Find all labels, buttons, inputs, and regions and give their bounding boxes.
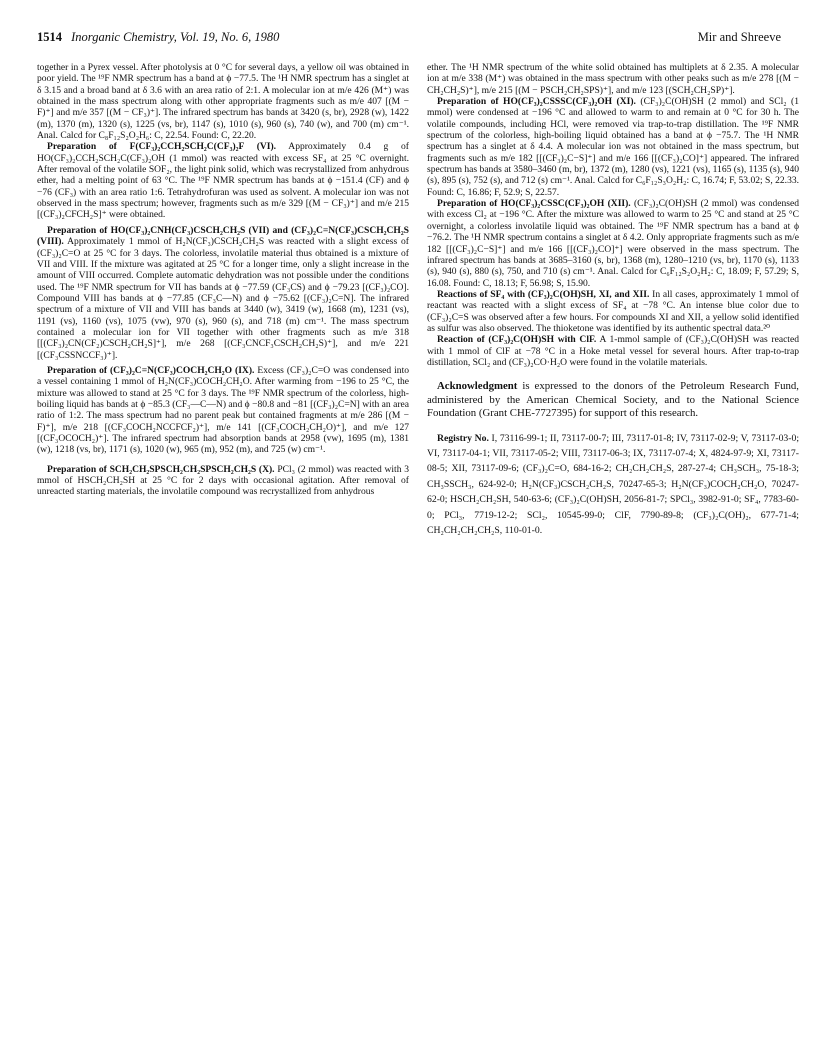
section-title: Preparation of HO(CF₃)₂CNH(CF₃)CSCH₂CH₂S (VII) and (CF₃)₂C=N(CF₃)CSCH₂CH₂S (VIII).	[37, 224, 409, 248]
section-title: Preparation of HO(CF₃)₂CSSSC(CF₃)₂OH (XI).	[437, 96, 636, 108]
paragraph-text: Approximately 1 mmol of H₂N(CF₃)CSCH₂CH₂S was reacted with a slight excess of (CF₃)₂C=O at 25 °C for 3 days. The colorless, involatile material thus obtained is a mixture of VII and VIII. If the mixture was agitated at 25 °C for a longer time, only a slight increase in the amount of VIII occurred. Complete automatic dehydration was not possible under the conditions used. The ¹⁹F NMR spectrum for VII has bands at ϕ −77.59 (CF₃CS) and ϕ −79.23 [(CF₃)₂CO]. Compound VIII has bands at ϕ −77.85 (CF₃C—N) and ϕ −75.62 [(CF₃)₂C=N]. The infrared spectrum of a mixture of VII and VIII has bands at 3440 (w), 3419 (w), 1668 (m), 1231 (vs), 1191 (vs), 1160 (vs), 1075 (vw), 970 (s), 960 (s), and 718 (m) cm⁻¹. The mass spectrum contained a molecular ion for VII together with other fragments such as m/e 318 [[(CF₃)₂CN(CF₂)CSCH₂CH₂S]⁺], m/e 268 [(CF₃CNCF₃CSCH₂CH₂S)⁺], and m/e 221 [(CF₃CSSNCCF₃)⁺].	[37, 236, 409, 361]
paragraph	[427, 334, 799, 368]
paragraph	[37, 141, 409, 220]
paragraph	[427, 198, 799, 289]
paragraph-text: (CF₃)₂C(OH)SH (2 mmol) was condensed with excess Cl₂ at −196 °C. After the mixture was allowed to warm to 25 °C and stand at 25 °C overnight, a colorless involatile liquid was obtained. The ¹⁹F NMR spectrum has a band at ϕ −76.2. The ¹H NMR spectrum contains a singlet at δ 4.2. Only appropriate fragments such as m/e 182 [[(CF₃)₂C−S]⁺] and m/e 166 [[(CF₃)₂CO]⁺] were observed in the mass spectrum. The infrared spectrum has bands at 3685–3160 (s, br), 1368 (m), 1280–1210 (vs, br), 1170 (s), 1133 (s), 940 (s), 880 (s), 750, and 710 (s) cm⁻¹. Anal. Calcd for C₆F₁₂S₂O₂H₂: C, 18.09; F, 57.29; S, 16.08. Found: C, 18.13; F, 56.98; S, 15.90.	[427, 198, 799, 289]
section-title: Reaction of (CF₃)₂C(OH)SH with ClF.	[437, 334, 597, 346]
paragraph-text: PCl₃ (2 mmol) was reacted with 3 mmol of HSCH₂CH₂SH at 25 °C for 2 days with occasional agitation. After removal of unreacted starting materials, the involatile compound was recrystallized from anhydrous	[37, 463, 409, 498]
paragraph	[427, 289, 799, 334]
paragraph	[427, 62, 799, 96]
paragraph-text: together in a Pyrex vessel. After photolysis at 0 °C for several days, a yellow oil was obtained in poor yield. The ¹⁹F NMR spectrum has a band at ϕ −77.5. The ¹H NMR spectrum has a singlet at δ 3.15 and a broad band at δ 3.6 with an area ratio of 2:1. A molecular ion at m/e 426 (M⁺) was obtained in the mass spectrum along with other appropriate fragments such as m/e 407 [(M − F)⁺] and m/e 357 [(M − CF₃)⁺]. The infrared spectrum has bands at 3420 (s, br), 2928 (w), 1422 (m), 1370 (m), 1320 (s), 1225 (vs, br), 1147 (s), 1010 (s), 960 (s), 740 (w), and 700 (m) cm⁻¹. Anal. Calcd for C₈F₁₂S₂O₂H₆: C, 22.54. Found: C, 22.20.	[37, 62, 409, 142]
acknowledgment-text: is expressed to the donors of the Petroleum Research Fund, administered by the American Chemical Society, and to the National Science Foundation (Grant CHE-7727395) for support of this research.	[427, 380, 799, 420]
acknowledgment-title: Acknowledgment	[437, 380, 518, 393]
paragraph-text: (CF₃)₂C(OH)SH (2 mmol) and SCl₂ (1 mmol) were condensed at −196 °C and allowed to warm to and remain at 0 °C for 30 h. The volatile compounds, including HCl, were removed via trap-to-trap distillation. The ¹⁹F NMR spectrum of the colorless, high-boiling liquid obtained has a band at ϕ −75.7. The ¹H NMR spectrum has a singlet at δ 4.4. A molecular ion was not obtained in the mass spectrum, but fragments such as m/e 182 [[(CF₃)₂C−S]⁺] and m/e 166 [[(CF₃)₂CO]⁺] appeared. The infrared spectrum has bands at 3580–3460 (m, br), 1372 (m), 1280 (vs), 1221 (vs), 1165 (s), 1135 (s), 940 (s), 895 (s), 752 (s), and 712 (s) cm⁻¹. Anal. Calcd for C₆F₁₂S₃O₂H₂: C, 16.74; F, 53.02; S, 22.33. Found: C, 16.86; F, 52.9; S, 22.57.	[427, 96, 799, 198]
paragraph-text: In all cases, approximately 1 mmol of reactant was reacted with a slight excess of SF₄ at −78 °C. An intense blue color due to (CF₃)₂C=S was observed after a few hours. For compounds XI and XII, a yellow solid identified as sulfur was also observed. The thioketone was identified by its authentic spectral data.²⁰	[427, 288, 799, 334]
paragraph-text: A 1-mmol sample of (CF₃)₂C(OH)SH was reacted with 1 mmol of ClF at −78 °C in a Hoke metal vessel for several hours. After trap-to-trap distillation, SCl₂ and (CF₃)₂CO·H₂O were found in the volatile materials.	[427, 334, 799, 368]
right-column	[427, 62, 799, 538]
acknowledgment	[427, 380, 799, 420]
paragraph-text: Approximately 0.4 g of HO(CF₃)₂CCH₂SCH₂C(CF₃)₂OH (1 mmol) was reacted with excess SF₄ at 25 °C overnight. After removal of the volatile SOF₂, the light pink solid, which was recrystallized from anhydrous ether, had a melting point of 63 °C. The ¹⁹F NMR spectrum has bands at ϕ −151.4 (CF) and ϕ −76 (CF₃) with an area ratio 1:6. Tetrahydrofuran was used as solvent. A molecular ion was not observed in the mass spectrum; however, fragments such as m/e 329 [(M − CF₃)⁺] and m/e 215 [(CF₃)₂CFCH₂S]⁺ were obtained.	[37, 141, 409, 221]
header-left	[37, 30, 279, 45]
section-title: Reactions of SF₄ with (CF₃)₂C(OH)SH, XI, and XII.	[437, 288, 650, 300]
journal-citation: Inorganic Chemistry, Vol. 19, No. 6, 1980	[71, 30, 280, 44]
paragraph	[37, 225, 409, 361]
paragraph-text: ether. The ¹H NMR spectrum of the white solid obtained has multiplets at δ 2.35. A molecular ion at m/e 338 (M⁺) was obtained in the mass spectrum with other peaks such as m/e 278 [(M − CH₂CH₂S)⁺], m/e 215 [(M − PSCH₂CH₂SPS)⁺], and m/e 123 [(SCH₂CH₂SP)⁺].	[427, 62, 799, 96]
paragraph	[37, 464, 409, 498]
paragraph	[427, 96, 799, 198]
running-authors: Mir and Shreeve	[697, 30, 781, 44]
left-column	[37, 62, 409, 498]
paragraph	[37, 62, 409, 141]
page-number: 1514	[37, 30, 62, 44]
registry-text: I, 73116-99-1; II, 73117-00-7; III, 73117-01-8; IV, 73117-02-9; V, 73117-03-0; VI, 73117-04-1; VII, 73117-05-2; VIII, 73117-06-3; IX, 73117-07-4; X, 4824-97-9; XI, 73117-08-5; XII, 73117-09-6; (CF₃)₂C=O, 684-16-2; CH₂CH₂CH₂S, 287-27-4; CH₃SCH₃, 75-18-3; CH₃SSCH₃, 624-92-0; H₂N(CF₃)CSCH₂CH₂S, 70247-65-3; H₂N(CF₃)COCH₂CH₂O, 70247-62-0; HSCH₂CH₂SH, 540-63-6; (CF₃)₂C(OH)SH, 2056-81-7; SPCl₃, 3982-91-0; SF₄, 7783-60-0; PCl₃, 7719-12-2; SCl₂, 10545-99-0; ClF, 7790-89-8; (CF₃)₂C(OH)₂, 677-71-4; CH₂CH₂CH₂CH₂S, 110-01-0.	[427, 432, 800, 536]
section-title: Preparation of SCH₂CH₂SPSCH₂CH₂SPSCH₂CH₂S (X).	[47, 463, 275, 475]
section-title: Preparation of (CF₃)₂C=N(CF₃)COCH₂CH₂O (IX).	[47, 364, 255, 376]
registry-title: Registry No.	[437, 432, 489, 444]
paragraph-text: Excess (CF₃)₂C=O was condensed into a vessel containing 1 mmol of H₂N(CF₃)COCH₂CH₂O. After warming from −196 to 25 °C, the mixture was allowed to stand at 25 °C for 3 days. The ¹⁹F NMR spectrum of the colorless, high-boiling liquid has bands at ϕ −85.3 (CF₃—C—N) and ϕ −80.8 and −81 [(CF₃)₂C=N] with an area ratio of 1:2. The mass spectrum had no parent peak but contained fragments at m/e 286 [(M − F)⁺], m/e 218 [(CF₃COCH₂NCCFCF₂)⁺], m/e 141 [(CF₃COCH₂CH₂O)⁺], and m/e 127 [(CF₃OCOCH₂)⁺]. The infrared spectrum had absorption bands at 2958 (vw), 1695 (m), 1381 (w), 1218 (vs, br), 1171 (s), 1020 (w), 965 (m), 952 (m), and 725 (w) cm⁻¹.	[37, 364, 409, 456]
page-header	[37, 30, 781, 50]
registry-numbers	[427, 431, 799, 539]
section-title: Preparation of F(CF₃)₂CCH₂SCH₂C(CF₃)₂F (VI).	[47, 141, 277, 153]
section-title: Preparation of HO(CF₃)₂CSSC(CF₃)₂OH (XII).	[437, 198, 631, 210]
paragraph	[37, 365, 409, 456]
